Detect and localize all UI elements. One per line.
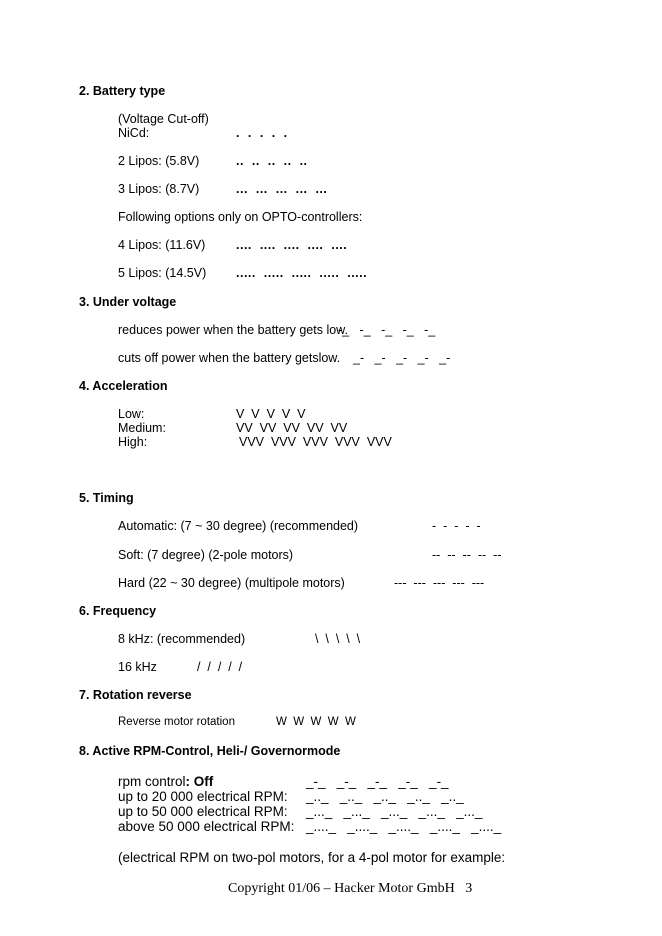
nicd-label: NiCd: bbox=[118, 126, 150, 140]
heading-frequency: 6. Frequency bbox=[79, 604, 157, 618]
lipo5-label: 5 Lipos: (14.5V) bbox=[118, 266, 207, 280]
rpm-control-label: rpm control bbox=[118, 774, 186, 789]
lipo5-signal: ..... ..... ..... ..... ..... bbox=[236, 266, 368, 280]
timing-auto-signal: - - - - - bbox=[432, 519, 481, 533]
freq-8khz-label: 8 kHz: (recommended) bbox=[118, 632, 246, 646]
accel-high-signal: VVV VVV VVV VVV VVV bbox=[239, 435, 392, 449]
accel-low-signal: V V V V V bbox=[236, 407, 306, 421]
rotation-reverse-label: Reverse motor rotation bbox=[118, 716, 235, 728]
reduce-power-text: reduces power when the battery gets low. bbox=[118, 323, 348, 337]
rpm-50k-signal: _..._ _..._ _..._ _..._ _..._ bbox=[306, 804, 483, 819]
freq-8khz-signal: \ \ \ \ \ bbox=[315, 632, 361, 646]
heading-timing: 5. Timing bbox=[79, 491, 134, 505]
lipo4-signal: .... .... .... .... .... bbox=[236, 238, 348, 252]
copyright-text: Copyright 01/06 – Hacker Motor GmbH bbox=[228, 881, 455, 896]
rpm-control-signal: _-_ _-_ _-_ _-_ _-_ bbox=[306, 774, 449, 789]
timing-hard-signal: --- --- --- --- --- bbox=[394, 576, 485, 590]
reduce-power-signal: -_ -_ -_ -_ -_ bbox=[338, 323, 436, 337]
timing-hard-label: Hard (22 ~ 30 degree) (multipole motors) bbox=[118, 576, 345, 590]
timing-soft-signal: -- -- -- -- -- bbox=[432, 548, 502, 562]
freq-16khz-label: 16 kHz bbox=[118, 660, 157, 674]
timing-auto-label: Automatic: (7 ~ 30 degree) (recommended) bbox=[118, 519, 359, 533]
rpm-20k-signal: _.._ _.._ _.._ _.._ _.._ bbox=[306, 789, 464, 804]
page-number: 3 bbox=[465, 881, 473, 896]
heading-rotation-reverse: 7. Rotation reverse bbox=[79, 688, 192, 702]
cutoff-power-signal: _- _- _- _- _- bbox=[353, 351, 451, 365]
lipo2-label: 2 Lipos: (5.8V) bbox=[118, 154, 200, 168]
heading-battery-type: 2. Battery type bbox=[79, 84, 166, 98]
rpm-control-value: : Off bbox=[185, 774, 214, 789]
rpm-50k-label: up to 50 000 electrical RPM: bbox=[118, 804, 288, 819]
lipo3-label: 3 Lipos: (8.7V) bbox=[118, 182, 200, 196]
page-footer bbox=[228, 882, 472, 896]
rpm-over-50k-label: above 50 000 electrical RPM: bbox=[118, 819, 295, 834]
voltage-cutoff-label: (Voltage Cut-off) bbox=[118, 112, 209, 126]
rpm-note: (electrical RPM on two-pol motors, for a 4-pol motor for example: bbox=[118, 850, 506, 865]
rpm-over-50k-signal: _...._ _...._ _...._ _...._ _...._ bbox=[306, 819, 502, 834]
rpm-control-line bbox=[118, 775, 213, 789]
timing-soft-label: Soft: (7 degree) (2-pole motors) bbox=[118, 548, 294, 562]
freq-16khz-signal: / / / / / bbox=[197, 660, 243, 674]
heading-acceleration: 4. Acceleration bbox=[79, 379, 168, 393]
accel-medium-label: Medium: bbox=[118, 421, 166, 435]
lipo2-signal: .. .. .. .. .. bbox=[236, 154, 308, 168]
accel-medium-signal: VV VV VV VV VV bbox=[236, 421, 348, 435]
accel-high-label: High: bbox=[118, 435, 148, 449]
cutoff-power-text: cuts off power when the battery getslow. bbox=[118, 351, 341, 365]
nicd-signal: . . . . . bbox=[236, 126, 288, 140]
rotation-reverse-signal: W W W W W bbox=[276, 716, 356, 728]
lipo3-signal: ... ... ... ... ... bbox=[236, 182, 328, 196]
rpm-20k-label: up to 20 000 electrical RPM: bbox=[118, 789, 288, 804]
heading-under-voltage: 3. Under voltage bbox=[79, 295, 177, 309]
accel-low-label: Low: bbox=[118, 407, 145, 421]
lipo4-label: 4 Lipos: (11.6V) bbox=[118, 238, 206, 252]
heading-rpm-control: 8. Active RPM-Control, Heli-/ Governormode bbox=[79, 744, 341, 758]
opto-note: Following options only on OPTO-controllers: bbox=[118, 210, 363, 224]
